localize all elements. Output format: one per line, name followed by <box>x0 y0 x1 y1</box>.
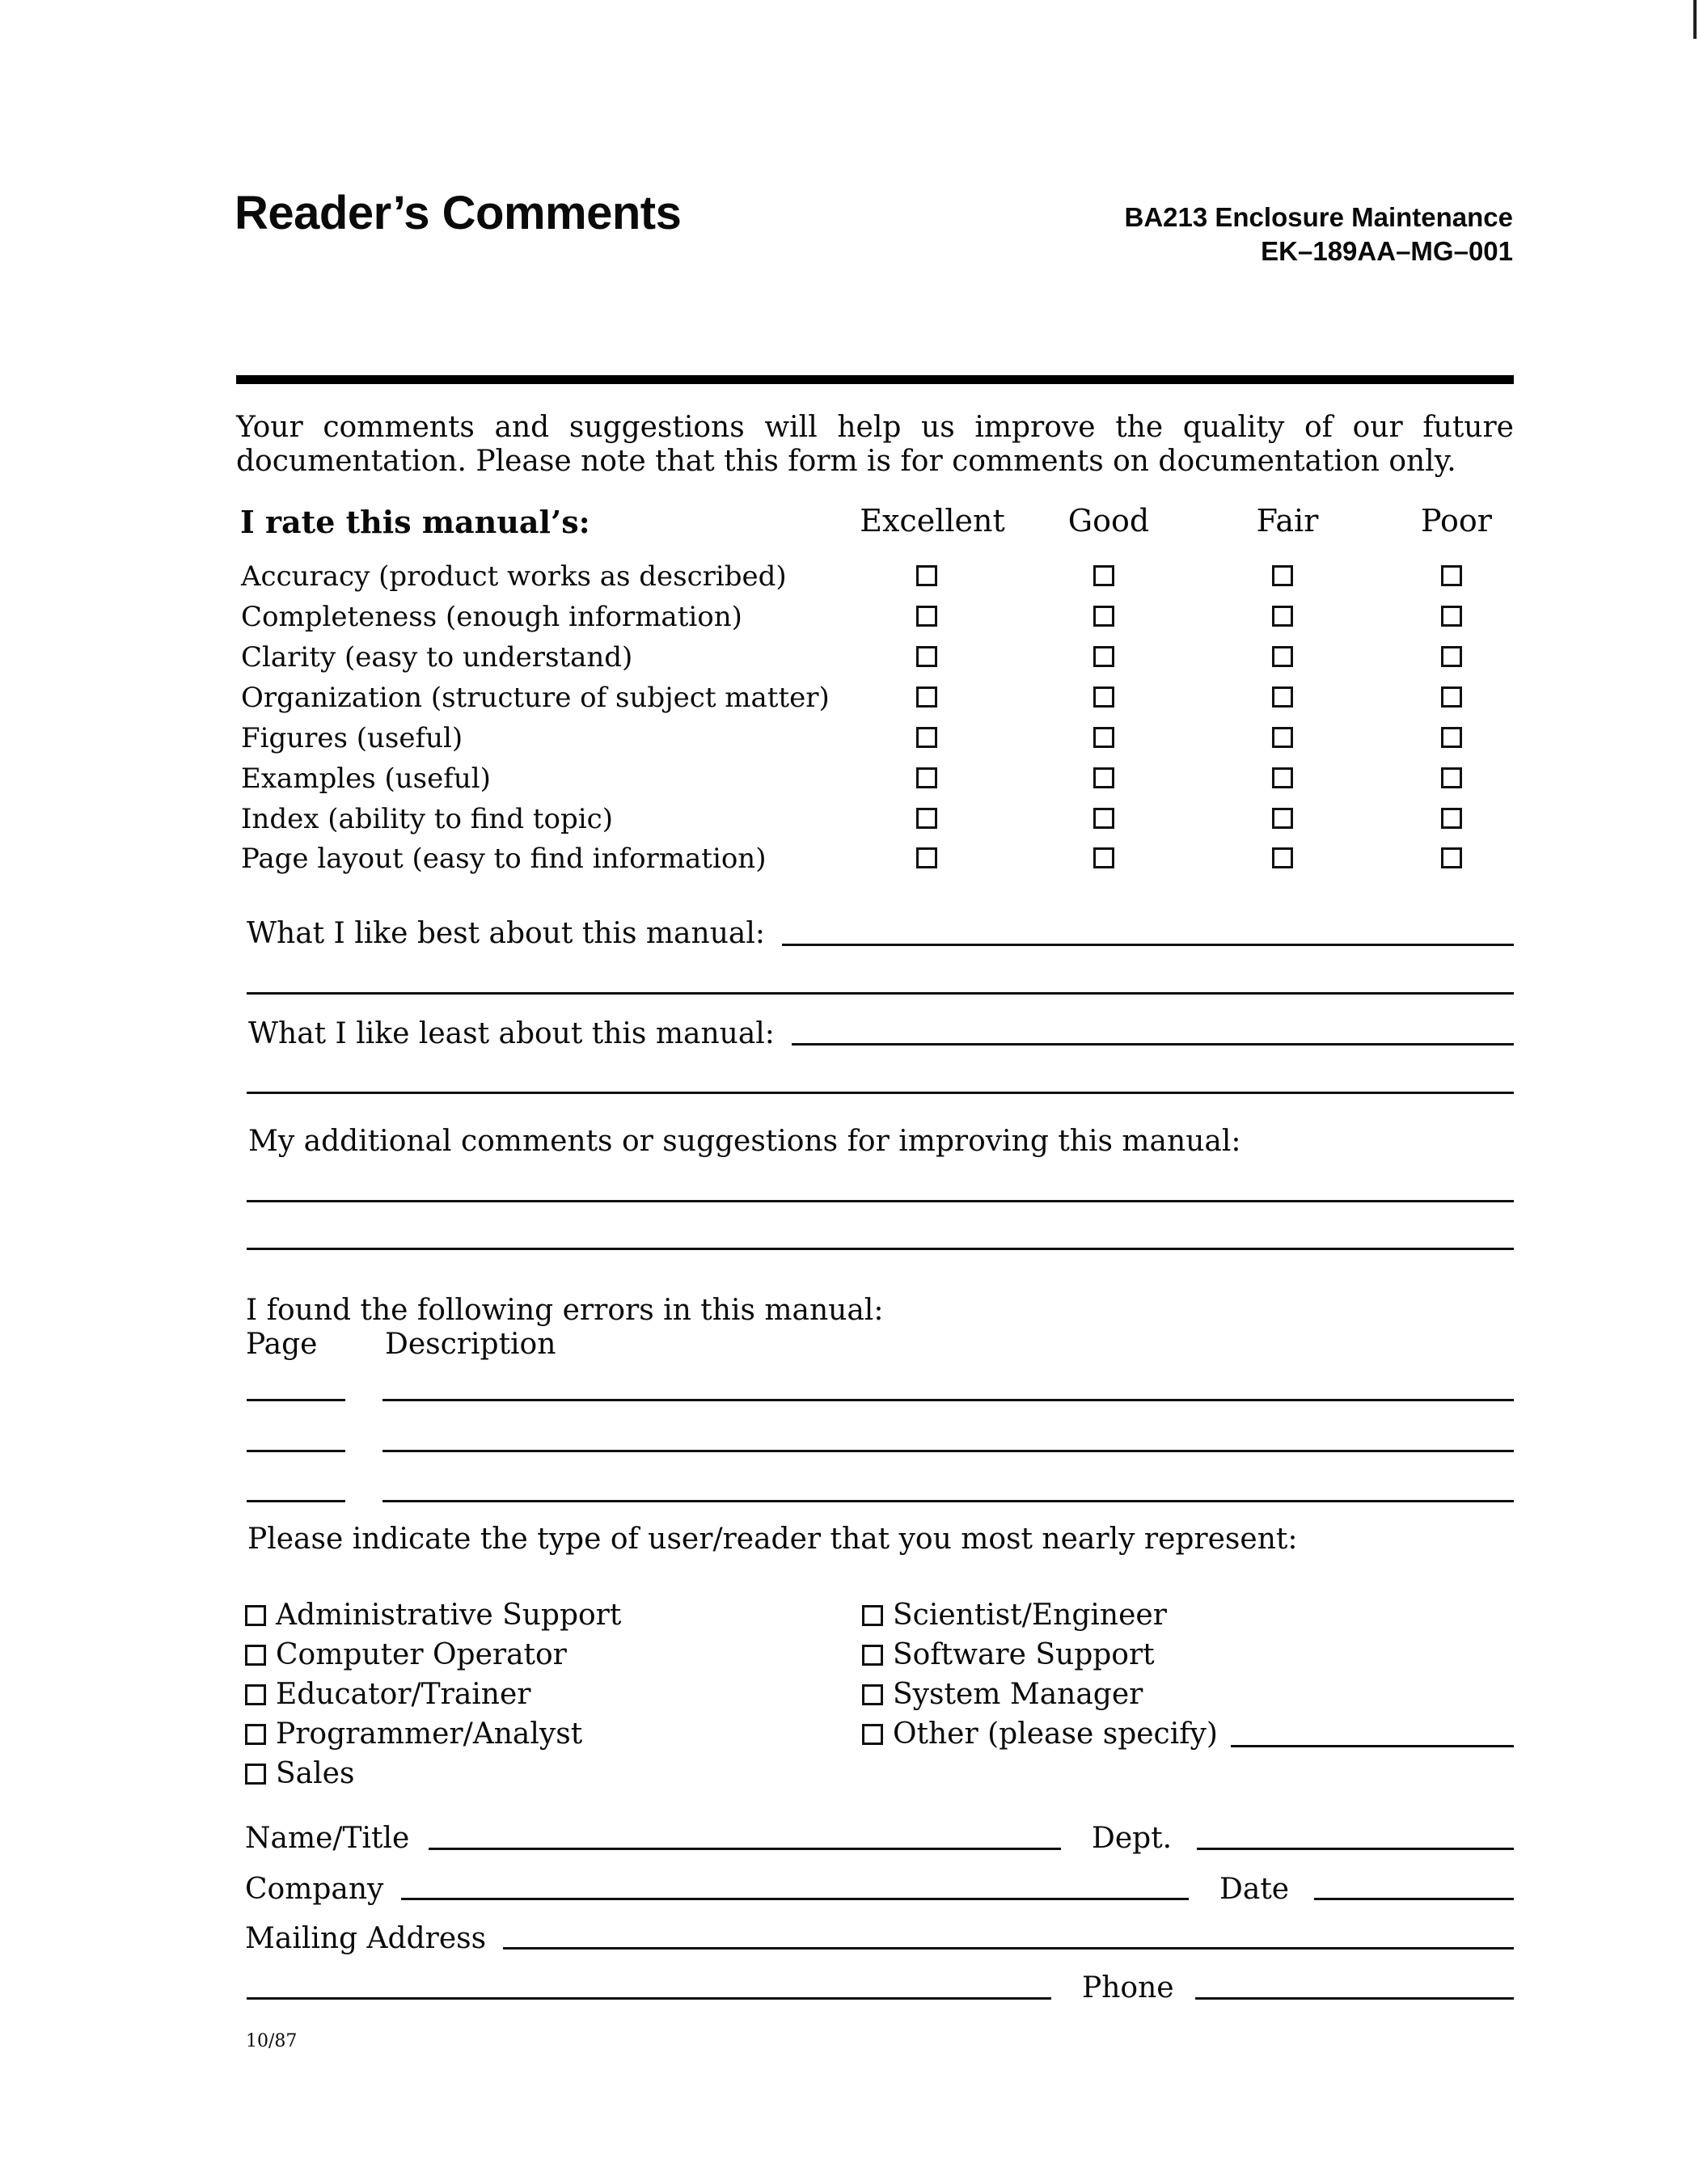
option-label: Administrative Support <box>276 1599 622 1632</box>
checkbox[interactable] <box>245 1724 266 1745</box>
scan-edge-mark <box>1693 0 1697 39</box>
rating-checkbox-excellent[interactable] <box>916 606 937 627</box>
rating-checkbox-excellent[interactable] <box>916 565 937 586</box>
rating-checkbox-fair[interactable] <box>1272 727 1293 748</box>
rating-checkbox-good[interactable] <box>1093 565 1114 586</box>
rating-criterion: Page layout (easy to find information) <box>241 843 767 875</box>
checkbox[interactable] <box>245 1645 266 1666</box>
like-best-line-1[interactable] <box>782 944 1514 946</box>
additional-comments-label: My additional comments or suggestions for improving this manual: <box>248 1125 1241 1158</box>
error-page-line-3[interactable] <box>247 1500 345 1502</box>
rating-checkbox-fair[interactable] <box>1272 847 1293 868</box>
option-educator-trainer[interactable] <box>245 1678 531 1711</box>
option-label: Computer Operator <box>276 1638 567 1671</box>
document-title: BA213 Enclosure Maintenance <box>1124 202 1513 232</box>
rating-checkbox-good[interactable] <box>1093 686 1114 708</box>
rating-checkbox-fair[interactable] <box>1272 767 1293 788</box>
option-label: Programmer/Analyst <box>276 1717 583 1751</box>
option-label: System Manager <box>893 1678 1143 1711</box>
document-number: EK–189AA–MG–001 <box>1261 236 1513 266</box>
checkbox[interactable] <box>862 1684 883 1705</box>
phone-label: Phone <box>1082 1971 1174 2004</box>
rating-checkbox-poor[interactable] <box>1441 646 1462 667</box>
rating-checkbox-good[interactable] <box>1093 646 1114 667</box>
checkbox[interactable] <box>245 1684 266 1705</box>
rating-checkbox-poor[interactable] <box>1441 847 1462 868</box>
rating-checkbox-excellent[interactable] <box>916 646 937 667</box>
checkbox[interactable] <box>862 1724 883 1745</box>
column-excellent: Excellent <box>860 503 1005 539</box>
column-fair: Fair <box>1256 503 1319 539</box>
like-least-line-1[interactable] <box>792 1043 1514 1046</box>
rating-criterion: Figures (useful) <box>241 722 463 754</box>
option-sales[interactable] <box>245 1757 354 1790</box>
rating-criterion: Clarity (easy to understand) <box>241 641 633 674</box>
rating-checkbox-poor[interactable] <box>1441 565 1462 586</box>
rating-checkbox-excellent[interactable] <box>916 808 937 829</box>
form-date: 10/87 <box>246 2031 298 2051</box>
additional-line-1[interactable] <box>247 1200 1514 1202</box>
rating-criterion: Accuracy (product works as described) <box>241 560 787 593</box>
column-poor: Poor <box>1421 503 1492 539</box>
option-software-support[interactable] <box>862 1638 1155 1671</box>
option-computer-operator[interactable] <box>245 1638 567 1671</box>
date-line[interactable] <box>1314 1898 1514 1900</box>
like-best-label: What I like best about this manual: <box>247 917 765 950</box>
option-system-manager[interactable] <box>862 1678 1143 1711</box>
option-label: Scientist/Engineer <box>893 1599 1167 1632</box>
rating-checkbox-good[interactable] <box>1093 727 1114 748</box>
additional-line-2[interactable] <box>247 1248 1514 1250</box>
intro-text: Your comments and suggestions will help us improve the quality of our future documentation. Please note that this form is for comments on documentation only. <box>236 411 1514 478</box>
rating-checkbox-good[interactable] <box>1093 847 1114 868</box>
mailing-address-line-1[interactable] <box>503 1947 1514 1950</box>
option-label: Sales <box>276 1757 355 1790</box>
option-administrative-support[interactable] <box>245 1599 621 1632</box>
rating-heading: I rate this manual’s: <box>240 504 590 540</box>
checkbox[interactable] <box>245 1764 266 1785</box>
column-good: Good <box>1067 503 1150 539</box>
like-least-label: What I like least about this manual: <box>248 1017 775 1050</box>
rating-criterion: Organization (structure of subject matter) <box>241 682 830 714</box>
rating-checkbox-excellent[interactable] <box>916 847 937 868</box>
rating-checkbox-excellent[interactable] <box>916 686 937 708</box>
rating-checkbox-poor[interactable] <box>1441 767 1462 788</box>
rating-checkbox-fair[interactable] <box>1272 646 1293 667</box>
rating-checkbox-good[interactable] <box>1093 808 1114 829</box>
rating-checkbox-fair[interactable] <box>1272 606 1293 627</box>
rating-checkbox-poor[interactable] <box>1441 727 1462 748</box>
dept-line[interactable] <box>1197 1848 1514 1850</box>
dept-label: Dept. <box>1092 1822 1173 1855</box>
errors-heading: I found the following errors in this manual: <box>246 1294 884 1327</box>
error-page-line-2[interactable] <box>247 1450 345 1452</box>
error-desc-line-2[interactable] <box>382 1450 1514 1452</box>
rating-criterion: Index (ability to find topic) <box>241 803 613 835</box>
option-programmer-analyst[interactable] <box>245 1717 582 1751</box>
option-other[interactable] <box>862 1717 1218 1751</box>
name-title-line[interactable] <box>429 1848 1061 1850</box>
errors-description-column: Description <box>385 1328 556 1361</box>
option-label: Other (please specify) <box>893 1717 1218 1751</box>
phone-line[interactable] <box>1195 1997 1514 2000</box>
like-least-line-2[interactable] <box>247 1092 1514 1094</box>
name-title-label: Name/Title <box>245 1822 410 1855</box>
mailing-address-line-2[interactable] <box>247 1997 1051 2000</box>
rating-checkbox-poor[interactable] <box>1441 808 1462 829</box>
rating-checkbox-fair[interactable] <box>1272 686 1293 708</box>
form-title: Reader’s Comments <box>235 187 682 239</box>
rating-checkbox-excellent[interactable] <box>916 727 937 748</box>
date-label: Date <box>1219 1873 1290 1906</box>
option-label: Educator/Trainer <box>276 1678 531 1711</box>
user-type-prompt: Please indicate the type of user/reader that you most nearly represent: <box>247 1523 1298 1556</box>
mailing-address-label: Mailing Address <box>245 1922 487 1955</box>
checkbox[interactable] <box>245 1605 266 1626</box>
rating-checkbox-poor[interactable] <box>1441 606 1462 627</box>
option-scientist-engineer[interactable] <box>862 1599 1167 1632</box>
checkbox[interactable] <box>862 1605 883 1626</box>
company-line[interactable] <box>401 1898 1189 1900</box>
rating-checkbox-fair[interactable] <box>1272 808 1293 829</box>
rating-checkbox-excellent[interactable] <box>916 767 937 788</box>
rating-checkbox-good[interactable] <box>1093 767 1114 788</box>
errors-page-column: Page <box>246 1328 318 1361</box>
header-rule <box>236 375 1514 384</box>
error-desc-line-1[interactable] <box>382 1399 1514 1401</box>
like-best-line-2[interactable] <box>247 992 1514 995</box>
error-page-line-1[interactable] <box>247 1399 345 1401</box>
rating-criterion: Examples (useful) <box>241 762 491 795</box>
other-specify-line[interactable] <box>1231 1745 1514 1747</box>
rating-checkbox-fair[interactable] <box>1272 565 1293 586</box>
company-label: Company <box>245 1873 384 1906</box>
error-desc-line-3[interactable] <box>382 1500 1514 1502</box>
checkbox[interactable] <box>862 1645 883 1666</box>
option-label: Software Support <box>893 1638 1155 1671</box>
rating-checkbox-good[interactable] <box>1093 606 1114 627</box>
rating-checkbox-poor[interactable] <box>1441 686 1462 708</box>
rating-criterion: Completeness (enough information) <box>241 601 742 633</box>
